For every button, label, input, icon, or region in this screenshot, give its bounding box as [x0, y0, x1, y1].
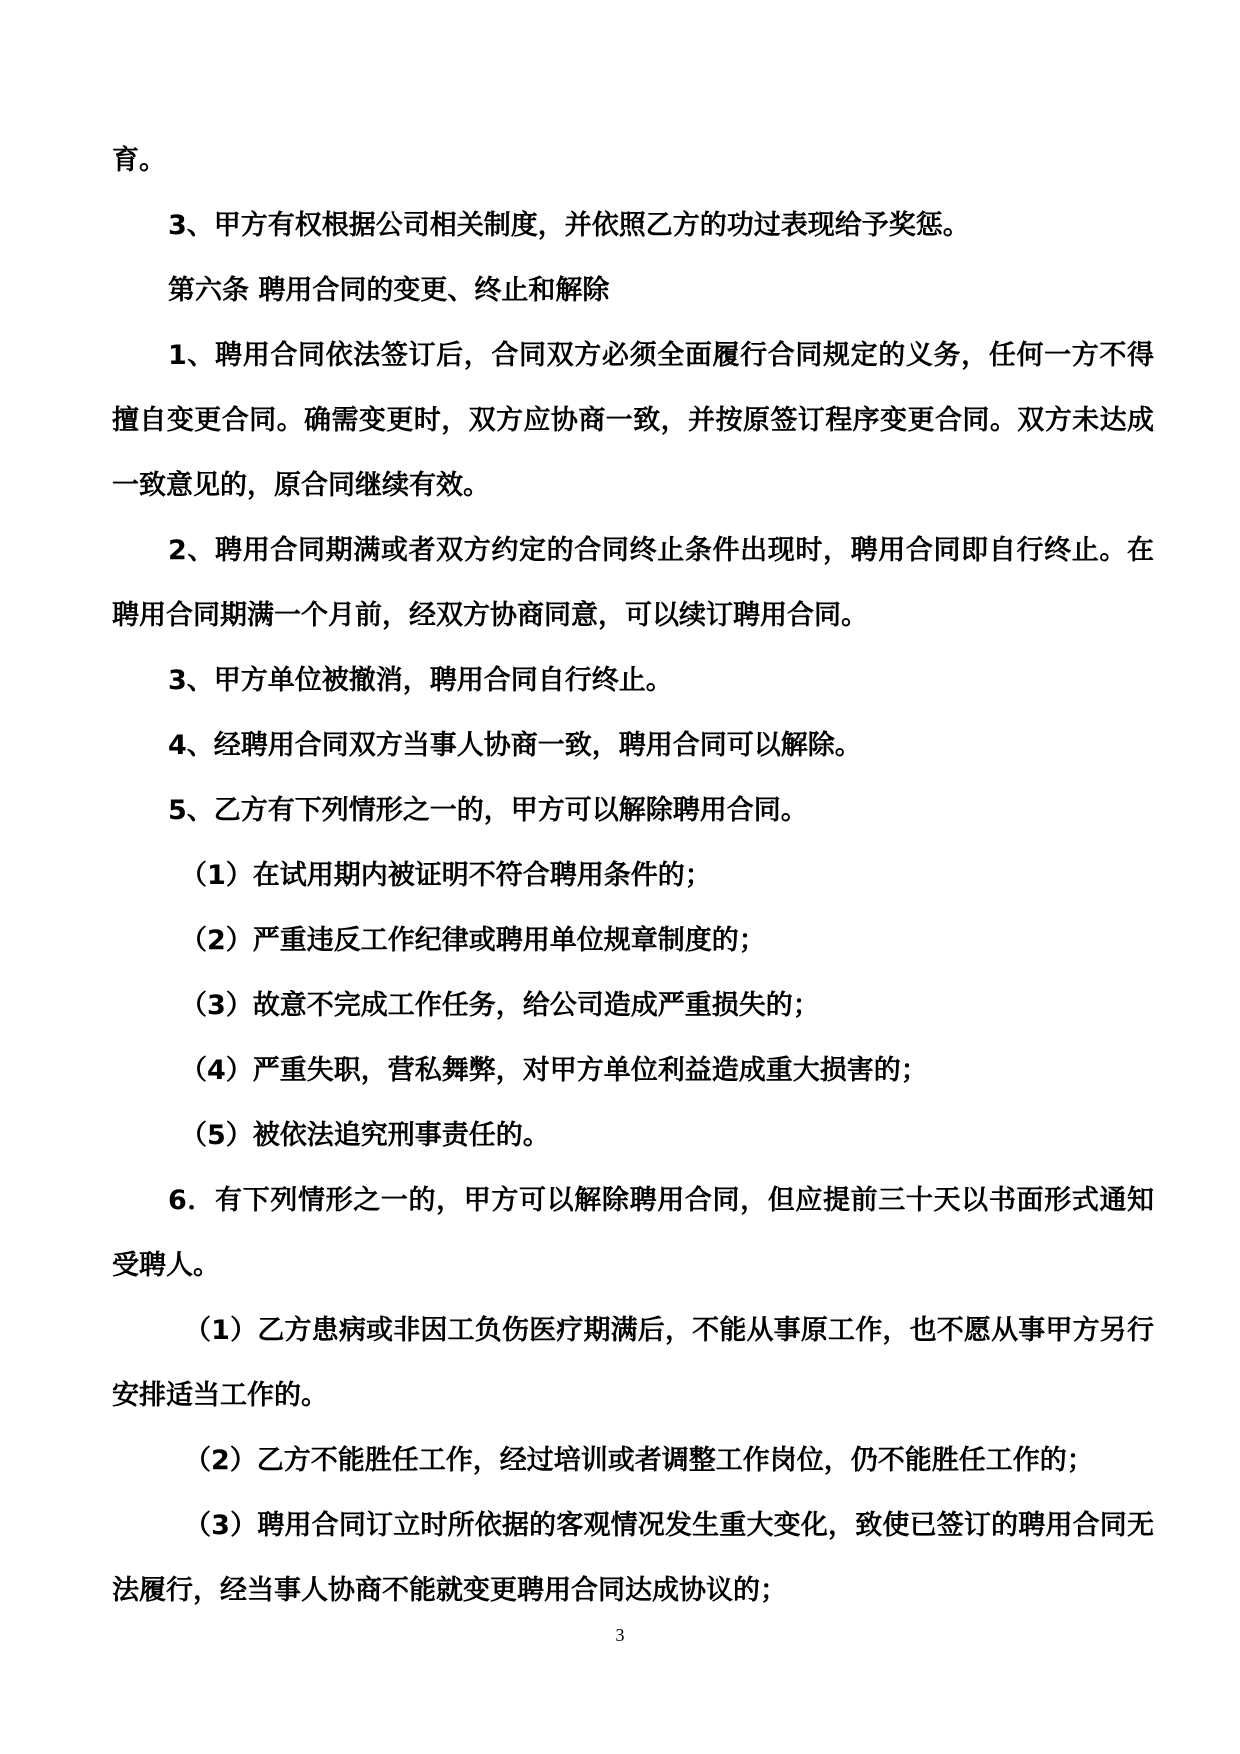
paragraph-clause-6-6: 6．有下列情形之一的，甲方可以解除聘用合同，但应提前三十天以书面形式通知受聘人。 — [112, 1185, 1154, 1281]
paragraph-clause-6-4: 4、经聘用合同双方当事人协商一致，聘用合同可以解除。 — [168, 730, 862, 761]
paragraph-continuation: 育。 — [112, 145, 166, 176]
list-item-6-5-4: （4）严重失职，营私舞弊，对甲方单位利益造成重大损害的； — [180, 1055, 928, 1086]
list-item-6-6-1: （1）乙方患病或非因工负伤医疗期满后，不能从事原工作，也不愿从事甲方另行安排适当工作的。 — [112, 1315, 1154, 1411]
paragraph-clause-6-5: 5、乙方有下列情形之一的，甲方可以解除聘用合同。 — [168, 795, 808, 826]
paragraph-clause-6-3: 3、甲方单位被撤消，聘用合同自行终止。 — [168, 665, 673, 696]
paragraph-clause-6-2: 2、聘用合同期满或者双方约定的合同终止条件出现时，聘用合同即自行终止。在聘用合同期满一个月前，经双方协商同意，可以续订聘用合同。 — [112, 535, 1154, 631]
page-number: 3 — [615, 1625, 625, 1645]
document-body — [112, 128, 1154, 1623]
list-item-6-6-3: （3）聘用合同订立时所依据的客观情况发生重大变化，致使已签订的聘用合同无法履行，经当事人协商不能就变更聘用合同达成协议的； — [112, 1510, 1154, 1606]
list-item-6-5-1: （1）在试用期内被证明不符合聘用条件的； — [180, 860, 712, 891]
list-item-6-5-2: （2）严重违反工作纪律或聘用单位规章制度的； — [180, 925, 766, 956]
article-6-heading: 第六条 聘用合同的变更、终止和解除 — [168, 275, 610, 306]
list-item-6-5-5: （5）被依法追究刑事责任的。 — [180, 1120, 550, 1151]
list-item-6-6-2: （2）乙方不能胜任工作，经过培训或者调整工作岗位，仍不能胜任工作的； — [184, 1445, 1094, 1476]
paragraph-clause-6-1: 1、聘用合同依法签订后，合同双方必须全面履行合同规定的义务，任何一方不得擅自变更合同。确需变更时，双方应协商一致，并按原签订程序变更合同。双方未达成一致意见的，原合同继续有效。 — [112, 340, 1154, 501]
paragraph-clause-5-3: 3、甲方有权根据公司相关制度，并依照乙方的功过表现给予奖惩。 — [168, 210, 970, 241]
list-item-6-5-3: （3）故意不完成工作任务，给公司造成严重损失的； — [180, 990, 820, 1021]
